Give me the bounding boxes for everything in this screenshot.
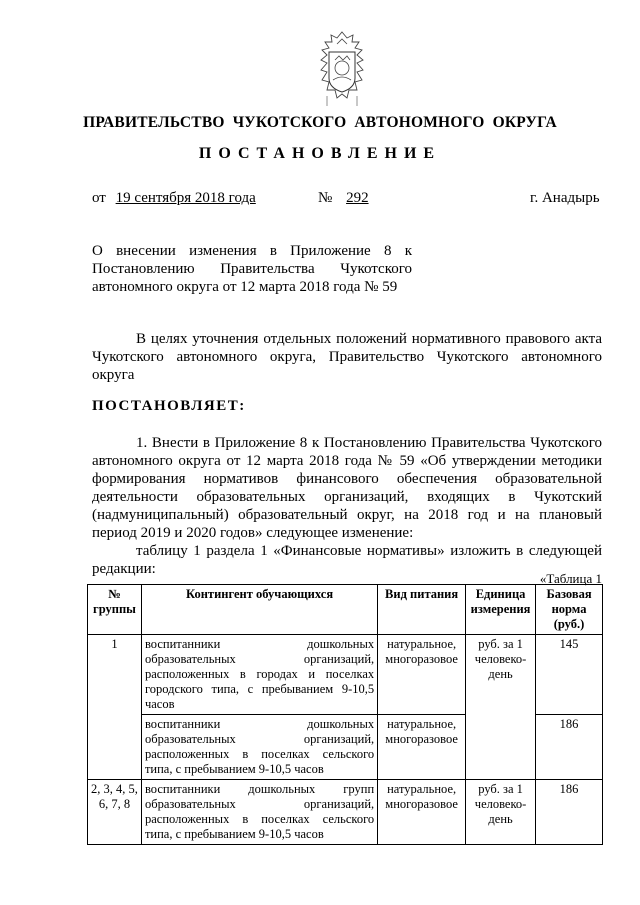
contingent-line: образовательных организаций, — [144, 797, 375, 811]
cell-contingent — [141, 780, 377, 845]
cell-contingent — [141, 635, 377, 715]
number-line — [318, 190, 391, 207]
date-prefix: от — [92, 190, 106, 206]
item-1-line: формирования нормативов финансового обеспечения образовательной — [92, 471, 602, 487]
header-group: № группы — [88, 585, 142, 635]
item-1-sub-line: таблицу 1 раздела 1 «Финансовые нормативы» изложить в следующей — [136, 543, 602, 559]
table-row — [88, 635, 603, 715]
cell-group: 1 — [88, 635, 142, 780]
header-food: Вид питания — [378, 585, 466, 635]
header-norm: Базовая норма (руб.) — [536, 585, 603, 635]
government-title: ПРАВИТЕЛЬСТВО ЧУКОТСКОГО АВТОНОМНОГО ОКРУГА — [83, 114, 557, 131]
cell-food: натуральное, многоразовое — [378, 780, 466, 845]
contingent-line: типа, с пребыванием 9-10,5 часов — [144, 827, 324, 841]
document-number: 292 — [346, 190, 369, 206]
cell-unit: руб. за 1 человеко-день — [466, 780, 536, 845]
cell-norm: 186 — [536, 715, 603, 780]
contingent-line: воспитанники дошкольных групп — [144, 782, 375, 796]
subject-line: Постановлению Правительства Чукотского — [92, 261, 412, 277]
cell-food: натуральное, многоразовое — [378, 715, 466, 780]
item-1-paragraph — [92, 434, 602, 578]
cell-food: натуральное, многоразовое — [378, 635, 466, 715]
contingent-line: образовательных организаций, — [144, 732, 375, 746]
table-header-row — [88, 585, 603, 635]
contingent-line: воспитанники дошкольных — [144, 637, 375, 651]
item-1-line: 1. Внести в Приложение 8 к Постановлению Правительства Чукотского — [136, 435, 602, 451]
contingent-line: городского типа, с пребыванием 9-10,5 — [144, 682, 375, 696]
date-line — [92, 190, 262, 207]
resolves-heading: ПОСТАНОВЛЯЕТ: — [92, 398, 246, 414]
cell-group: 2, 3, 4, 5, 6, 7, 8 — [88, 780, 142, 845]
document-date: 19 сентября 2018 года — [115, 190, 256, 206]
norms-table — [87, 584, 603, 845]
preamble-line: Чукотского автономного округа, Правительство Чукотского автономного — [92, 349, 602, 365]
contingent-line: типа, с пребыванием 9-10,5 часов — [144, 762, 324, 776]
preamble-line: округа — [92, 367, 135, 383]
contingent-line: расположенных в поселках сельского — [144, 747, 375, 761]
header-unit: Единица измерения — [466, 585, 536, 635]
table-row — [88, 780, 603, 845]
subject-block — [92, 242, 412, 296]
contingent-line: часов — [144, 697, 175, 711]
document-city: г. Анадырь — [530, 190, 600, 206]
item-1-line: (надмуниципальный) образовательный округ, на 2018 год и на плановый — [92, 507, 602, 523]
subject-line: О внесении изменения в Приложение 8 к — [92, 243, 412, 259]
coat-of-arms-emblem — [307, 30, 377, 110]
item-1-line: автономного округа от 12 марта 2018 года № 59 «Об утверждении методики — [92, 453, 602, 469]
subject-line: автономного округа от 12 марта 2018 года № 59 — [92, 279, 398, 295]
preamble-line: В целях уточнения отдельных положений нормативного правового акта — [136, 331, 602, 347]
item-1-line: деятельности образовательных организаций, входящих в Чукотский — [92, 489, 602, 505]
header-contingent: Контингент обучающихся — [141, 585, 377, 635]
table-caption: «Таблица 1 — [539, 571, 602, 586]
contingent-line: расположенных в поселках сельского — [144, 812, 375, 826]
contingent-line: расположенных в городах и поселках — [144, 667, 375, 681]
document-type-title: ПОСТАНОВЛЕНИЕ — [198, 145, 442, 162]
cell-norm: 186 — [536, 780, 603, 845]
cell-unit: руб. за 1 человеко-день — [466, 635, 536, 780]
contingent-line: воспитанники дошкольных — [144, 717, 375, 731]
item-1-line: период 2019 и 2020 годов» следующее изменение: — [92, 525, 414, 541]
item-1-sub-line: редакции: — [92, 561, 156, 577]
cell-norm: 145 — [536, 635, 603, 715]
contingent-line: образовательных организаций, — [144, 652, 375, 666]
cell-contingent — [141, 715, 377, 780]
number-prefix: № — [318, 190, 333, 206]
preamble-paragraph — [92, 330, 602, 384]
